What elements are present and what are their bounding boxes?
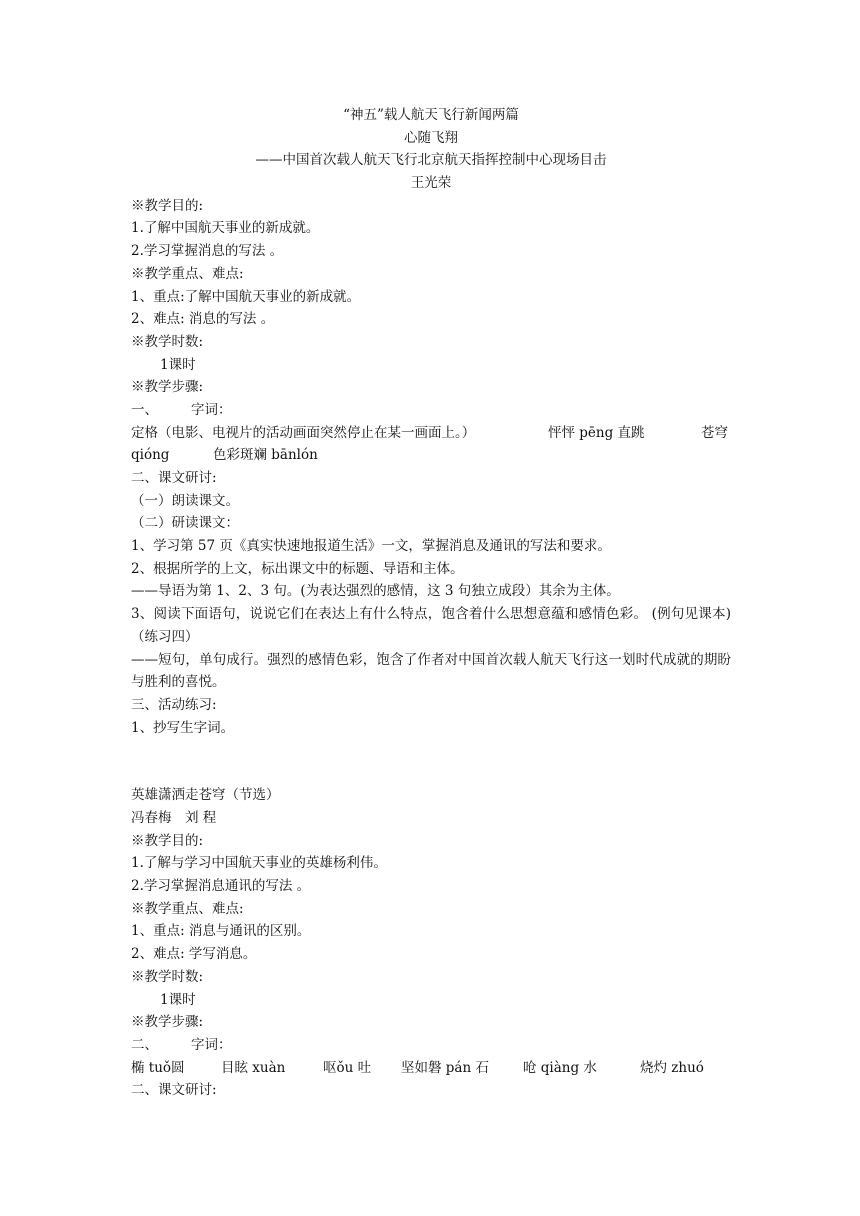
step-label: 字词：: [191, 401, 232, 418]
article-title: 心随飞翔: [404, 129, 458, 146]
section-heading: 三、活动练习:: [131, 696, 217, 713]
steps-heading: ※教学步骤:: [131, 379, 204, 396]
hours-value: 1课时: [160, 356, 196, 373]
subsection-heading: （二）研读课文：: [131, 515, 239, 532]
key-point-item: 2、难点: 学写消息。: [131, 946, 257, 963]
list-item: 1、学习第 57 页《真实快速地报道生活》一文，掌握消息及通讯的写法和要求。: [131, 538, 611, 555]
vocab-entry: 呛 qiàng 水: [523, 1059, 597, 1076]
step-label: 字词：: [191, 1036, 232, 1053]
vocab-entry: 目眩 xuàn: [221, 1059, 286, 1076]
step-number: 二、: [131, 1036, 158, 1053]
article-title: 英雄潇洒走苍穹（节选）: [131, 787, 280, 804]
key-point-item: 1、重点:了解中国航天事业的新成就。: [131, 288, 361, 305]
goal-item: 1.了解中国航天事业的新成就。: [131, 220, 320, 237]
vocab-entry: 定格（电影、电视片的活动画面突然停止在某一画面上。）: [131, 424, 476, 441]
article-authors: 冯春梅 刘 程: [131, 810, 217, 826]
vocab-line: [131, 444, 731, 467]
key-point-item: 2、难点: 消息的写法 。: [131, 311, 275, 328]
key-point-item: 1、重点: 消息与通讯的区别。: [131, 923, 311, 940]
step-heading: [131, 1034, 731, 1057]
goals-heading: ※教学目的:: [131, 197, 204, 214]
vocab-line: [131, 1057, 731, 1080]
section-heading: 二、课文研讨:: [131, 1082, 217, 1099]
vocab-entry: 怦怦 pēng 直跳: [548, 424, 645, 441]
list-item: 3、阅读下面语句，说说它们在表达上有什么特点，饱含着什么思想意蕴和感情色彩。 (例句见课本)（练习四）: [131, 606, 731, 645]
subsection-heading: （一）朗读课文。: [131, 492, 239, 509]
goal-item: 2.学习掌握消息的写法 。: [131, 243, 284, 260]
section-heading: 二、课文研讨:: [131, 470, 217, 486]
vocab-line: [131, 422, 731, 445]
step-heading: [131, 399, 731, 422]
vocab-entry: 苍穹: [701, 424, 728, 441]
vocab-entry: 烧灼 zhuó: [640, 1059, 704, 1076]
vocab-entry: 坚如磐 pán 石: [401, 1059, 489, 1076]
goal-item: 1.了解与学习中国航天事业的英雄杨利伟。: [131, 855, 387, 872]
article-author: 王光荣: [410, 175, 452, 192]
document-page: [131, 104, 731, 1102]
exercise-item: 1、抄写生字词。: [131, 719, 235, 736]
list-item-note: ——导语为第 1、2、3 句。(为表达强烈的感情，这 3 句独立成段）其余为主体。: [131, 583, 620, 600]
list-item: 2、根据所学的上文，标出课文中的标题、导语和主体。: [131, 560, 464, 577]
document-title: “神五”载人航天飞行新闻两篇: [343, 107, 519, 123]
step-number: 一、: [131, 401, 158, 418]
hours-heading: ※教学时数:: [131, 968, 204, 985]
steps-heading: ※教学步骤:: [131, 1014, 204, 1031]
key-points-heading: ※教学重点、难点:: [131, 900, 244, 917]
goals-heading: ※教学目的:: [131, 832, 204, 849]
hours-heading: ※教学时数:: [131, 333, 204, 350]
article-subheading: ——中国首次载人航天飞行北京航天指挥控制中心现场目击: [255, 152, 607, 169]
vocab-entry: 色彩斑斓 bānlón: [213, 447, 318, 464]
vocab-entry: 呕ǒu 吐: [323, 1059, 372, 1076]
list-item-note: ——短句，单句成行。强烈的感情色彩，饱含了作者对中国首次载人航天飞行这一划时代成就的期盼与胜利的喜悦。: [131, 651, 731, 691]
key-points-heading: ※教学重点、难点:: [131, 265, 244, 282]
vocab-entry: qióng: [131, 447, 170, 464]
goal-item: 2.学习掌握消息通讯的写法 。: [131, 878, 311, 895]
spacer: [131, 739, 731, 784]
vocab-entry: 椭 tuǒ圆: [131, 1059, 185, 1076]
hours-value: 1课时: [160, 991, 196, 1008]
